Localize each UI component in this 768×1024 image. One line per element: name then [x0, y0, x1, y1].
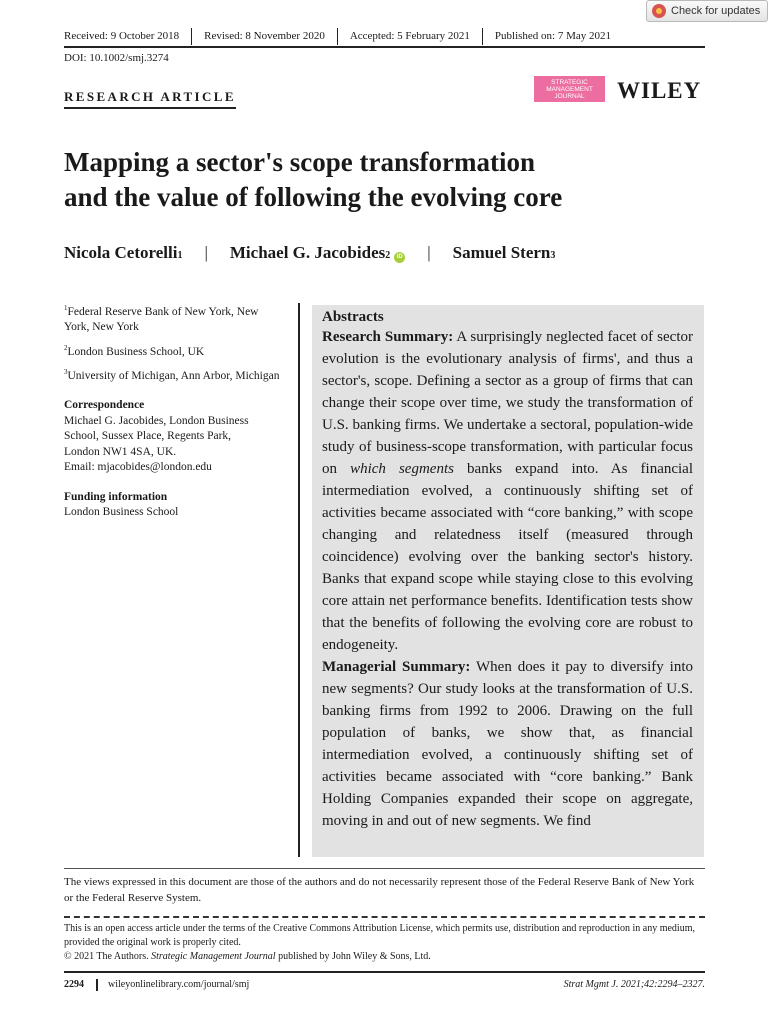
- author-affiliation-number: 2: [385, 250, 391, 261]
- dashed-divider: [64, 916, 705, 918]
- journal-logo-line-2: MANAGEMENT: [546, 85, 593, 93]
- research-summary-emphasis: which segments: [350, 461, 454, 477]
- license-notice: [64, 922, 705, 964]
- publisher-logo: WILEY: [617, 78, 702, 103]
- correspondence-line: London NW1 4SA, UK.: [64, 445, 177, 458]
- copyright-prefix: © 2021 The Authors.: [64, 951, 152, 962]
- check-for-updates-label: Check for updates: [671, 5, 761, 17]
- date-published: Published on: 7 May 2021: [482, 28, 623, 45]
- affiliation: [64, 341, 286, 360]
- author-affiliation-number: 1: [177, 250, 183, 261]
- correspondence-heading: Correspondence: [64, 399, 145, 412]
- journal-logo-line-3: JOURNAL: [554, 92, 585, 100]
- affiliation-number: 1: [64, 304, 68, 312]
- affiliation: [64, 365, 286, 384]
- title-line-1: Mapping a sector's scope transformation: [64, 147, 535, 177]
- correspondence-line: School, Sussex Place, Regents Park,: [64, 430, 232, 443]
- research-summary-text: A surprisingly neglected facet of sector evolution is the evolutionary analysis of firms', and thus a sector's, scope. Defining a sector as a group of firms that can change their scope over time, we study the transformation of U.S. banking firms. We undertake a sectoral, population-wide study of business-scope transformation, with particular focus on: [322, 329, 694, 477]
- journal-url[interactable]: wileyonlinelibrary.com/journal/smj: [108, 979, 250, 990]
- author-name[interactable]: Samuel Stern: [452, 243, 551, 262]
- crossmark-icon: [652, 4, 666, 18]
- funding-heading: Funding information: [64, 490, 168, 503]
- managerial-summary-text: When does it pay to diversify into new segments? Our study looks at the transformation of U.S. banking firms from 1992 to 2006. Drawing on the full population of banks, we show that, as financial intermediation evolved, a continuously shifting set of activities became associated with “core banking.” Bank Holding Companies expanded their scope on aggregate, moving in and out of new segments. We find: [322, 659, 693, 829]
- license-text: This is an open access article under the terms of the Creative Commons Attribution License, which permits use, distribution and reproduction in any medium, provided the original work is properly cited.: [64, 923, 695, 948]
- funding-text: London Business School: [64, 506, 179, 519]
- title-line-2: and the value of following the evolving core: [64, 182, 563, 212]
- date-received: Received: 9 October 2018: [64, 30, 180, 42]
- affiliation-number: 3: [64, 368, 68, 377]
- author-name[interactable]: Nicola Cetorelli: [64, 243, 178, 262]
- affiliation-text: University of Michigan, Ann Arbor, Michigan: [67, 369, 280, 382]
- managerial-summary: [322, 656, 693, 832]
- doi-link[interactable]: DOI: 10.1002/smj.3274: [64, 52, 169, 64]
- journal-logo-line-1: STRATEGIC: [551, 78, 588, 86]
- abstract-heading: Abstracts: [322, 309, 384, 325]
- research-summary-label: Research Summary:: [322, 329, 454, 345]
- copyright-line: [64, 950, 705, 964]
- article-title: [64, 145, 562, 215]
- author-separator: |: [427, 243, 431, 262]
- publication-dates: [64, 28, 705, 48]
- date-revised: Revised: 8 November 2020: [191, 28, 337, 45]
- correspondence-email[interactable]: Email: mjacobides@london.edu: [64, 461, 212, 474]
- affiliation-text: Federal Reserve Bank of New York, New York, New York: [64, 305, 259, 334]
- article-sidebar: [64, 301, 286, 521]
- page-number: 2294: [64, 979, 98, 991]
- affiliation-number: 2: [64, 343, 68, 352]
- abstract-box: [312, 305, 704, 857]
- citation: Strat Mgmt J. 2021;42:2294–2327.: [563, 979, 705, 990]
- author-list: [64, 243, 555, 263]
- affiliation: [64, 301, 286, 336]
- disclaimer: The views expressed in this document are those of the authors and do not necessarily represent those of the Federal Reserve Bank of New York or the Federal Reserve System.: [64, 868, 705, 906]
- journal-name: Strategic Management Journal: [151, 951, 276, 962]
- date-accepted: Accepted: 5 February 2021: [337, 28, 482, 45]
- orcid-icon[interactable]: iD: [394, 252, 405, 263]
- correspondence-line: Michael G. Jacobides, London Business: [64, 414, 249, 427]
- column-divider: [298, 303, 300, 857]
- page-footer: [64, 971, 705, 991]
- author-affiliation-number: 3: [550, 250, 556, 261]
- research-summary: [322, 326, 693, 656]
- article-type: RESEARCH ARTICLE: [64, 89, 236, 109]
- managerial-summary-label: Managerial Summary:: [322, 659, 471, 675]
- affiliation-text: London Business School, UK: [67, 345, 205, 358]
- copyright-suffix: published by John Wiley & Sons, Ltd.: [275, 951, 431, 962]
- author-separator: |: [204, 243, 208, 262]
- journal-logo: [534, 76, 605, 102]
- research-summary-text-cont: banks expand into. As financial intermediation evolved, a continuously shifting set of activities became associated with “core banking,” with scope changing and relatedness itself (measured through coincidence) evolving over the banking sector's history. Banks that expand scope while staying close to this evolving core attain net performance benefits. Identification tests show that the benefits of following the evolving core are robust to endogeneity.: [322, 461, 694, 653]
- check-for-updates-button[interactable]: [646, 0, 768, 22]
- author-name[interactable]: Michael G. Jacobides: [229, 243, 386, 262]
